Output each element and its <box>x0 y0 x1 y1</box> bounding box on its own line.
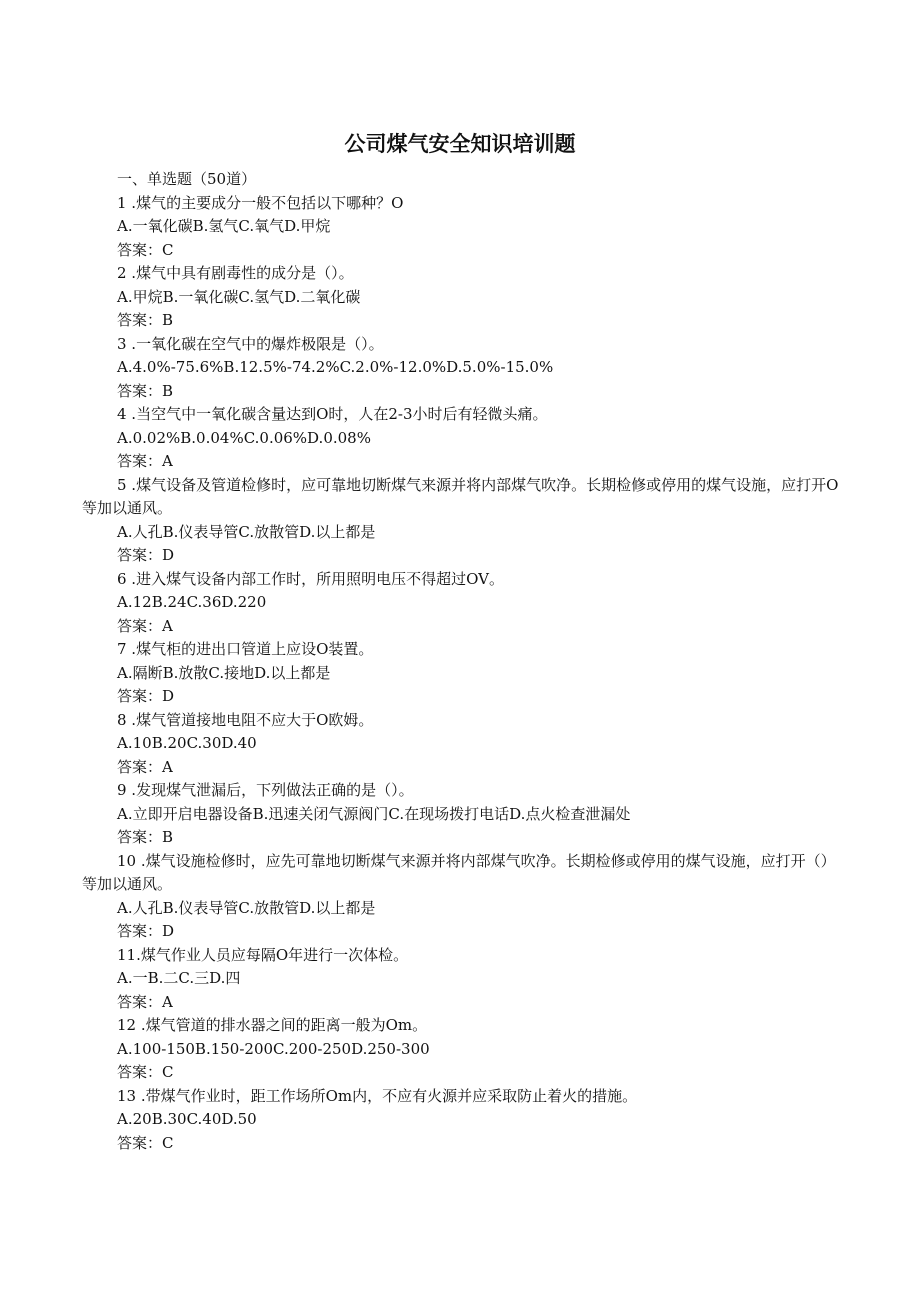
question-text: 9 .发现煤气泄漏后，下列做法正确的是（）。 <box>117 781 414 799</box>
question-options: A.人孔B.仪表导管C.放散管D.以上都是 <box>117 898 376 917</box>
question-text: 6 .进入煤气设备内部工作时，所用照明电压不得超过OV。 <box>117 569 504 588</box>
question-answer: 答案：A <box>117 757 173 776</box>
question-options: A.12B.24C.36D.220 <box>117 593 267 611</box>
question-item <box>82 638 842 709</box>
question-options: A.人孔B.仪表导管C.放散管D.以上都是 <box>117 522 376 541</box>
question-text: 5 .煤气设备及管道检修时，应可靠地切断煤气来源并将内部煤气吹净。长期检修或停用的煤气设施，应打开O等加以通风。 <box>82 475 839 517</box>
question-options: A.20B.30C.40D.50 <box>117 1110 257 1128</box>
question-answer: 答案：A <box>117 616 173 635</box>
question-answer: 答案：B <box>117 311 174 329</box>
question-answer: 答案：A <box>117 992 173 1011</box>
question-answer: 答案：C <box>117 1063 174 1081</box>
question-item <box>82 944 842 1015</box>
question-list <box>82 168 842 1155</box>
question-item <box>82 779 842 850</box>
section-heading: 一、单选题（50道） <box>117 170 257 188</box>
question-answer: 答案：B <box>117 828 174 846</box>
question-text: 3 .一氧化碳在空气中的爆炸极限是（）。 <box>117 334 384 353</box>
question-text: 11.煤气作业人员应每隔O年进行一次体检。 <box>117 945 409 964</box>
question-answer: 答案：A <box>117 452 173 470</box>
question-text: 7 .煤气柜的进出口管道上应设O装置。 <box>117 640 374 658</box>
question-options: A.一B.二C.三D.四 <box>117 969 241 987</box>
question-item <box>82 850 842 944</box>
question-options: A.一氧化碳B.氢气C.氧气D.甲烷 <box>117 217 331 235</box>
question-answer: 答案：D <box>117 687 175 705</box>
question-item <box>82 474 842 568</box>
question-text: 10 .煤气设施检修时，应先可靠地切断煤气来源并将内部煤气吹净。长期检修或停用的煤气设施，应打开（）等加以通风。 <box>82 851 836 893</box>
question-options: A.立即开启电器设备B.迅速关闭气源阀门C.在现场拨打电话D.点火检查泄漏处 <box>117 804 631 823</box>
question-options: A.0.02%B.0.04%C.0.06%D.0.08% <box>117 428 371 447</box>
question-text: 12 .煤气管道的排水器之间的距离一般为Om。 <box>117 1016 428 1034</box>
question-item <box>82 1085 842 1156</box>
question-answer: 答案：D <box>117 922 175 940</box>
question-item <box>82 262 842 333</box>
question-item <box>82 1014 842 1085</box>
question-answer: 答案：B <box>117 381 174 400</box>
question-item <box>82 709 842 780</box>
question-text: 13 .带煤气作业时，距工作场所Om内，不应有火源并应采取防止着火的措施。 <box>117 1086 638 1105</box>
question-item <box>82 192 842 263</box>
question-item <box>82 568 842 639</box>
question-text: 1 .煤气的主要成分一般不包括以下哪种？O <box>117 193 404 212</box>
question-answer: 答案：C <box>117 1133 174 1152</box>
question-text: 8 .煤气管道接地电阻不应大于O欧姆。 <box>117 710 374 729</box>
question-text: 4 .当空气中一氧化碳含量达到O时，人在2-3小时后有轻微头痛。 <box>117 405 548 423</box>
question-options: A.隔断B.放散C.接地D.以上都是 <box>117 663 331 682</box>
question-item <box>82 333 842 404</box>
question-options: A.甲烷B.一氧化碳C.氢气D.二氧化碳 <box>117 287 361 306</box>
question-item <box>82 403 842 474</box>
question-answer: 答案：D <box>117 546 175 564</box>
question-options: A.100-150B.150-200C.200-250D.250-300 <box>117 1039 430 1058</box>
question-options: A.4.0%-75.6%B.12.5%-74.2%C.2.0%-12.0%D.5.0%-15.0% <box>117 358 554 376</box>
question-text: 2 .煤气中具有剧毒性的成分是（）。 <box>117 264 354 282</box>
document-title: 公司煤气安全知识培训题 <box>344 132 576 156</box>
question-answer: 答案：C <box>117 240 174 259</box>
question-options: A.10B.20C.30D.40 <box>117 734 257 752</box>
